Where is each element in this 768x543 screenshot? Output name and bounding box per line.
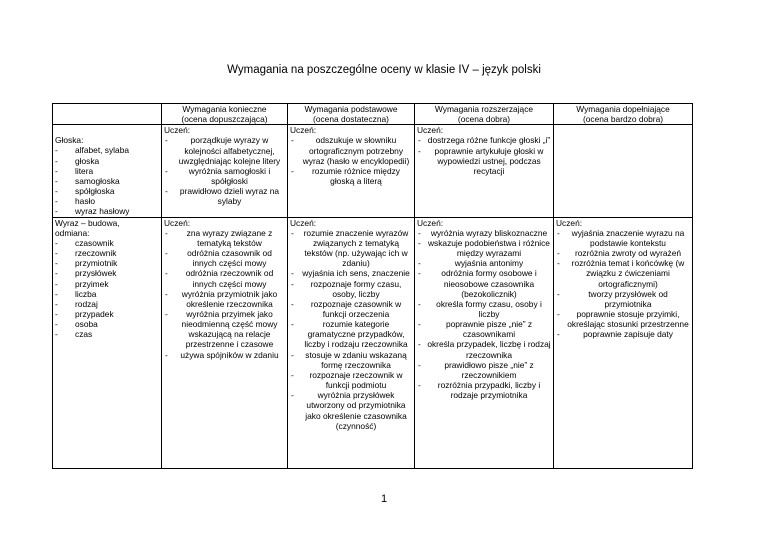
list-item: - określa formy czasu, osoby i liczby xyxy=(417,299,551,319)
list-item: - rozróżnia temat i końcówkę (w związku z ćwiczeniami ortograficznymi) xyxy=(556,258,690,288)
topic-cell xyxy=(53,217,162,468)
corner-cell xyxy=(53,104,162,125)
list-item: - używa spójników w zdaniu xyxy=(164,350,285,360)
requirement-list xyxy=(290,135,412,186)
cell-podstawowe xyxy=(288,217,415,468)
list-item: - poprawnie stosuje przyimki, określając stosunki przestrzenne xyxy=(556,309,690,329)
list-item: - wyróżnia przymiotnik jako określenie rzeczownika xyxy=(164,289,285,309)
requirement-list xyxy=(556,228,690,340)
list-item: - zna wyrazy związane z tematyką tekstów xyxy=(164,228,285,248)
topic-item: - litera xyxy=(55,166,159,176)
topic-item: - czasownik xyxy=(55,238,159,248)
topic-item: - przyimek xyxy=(55,279,159,289)
header-title: Wymagania podstawowe xyxy=(304,104,398,114)
list-item: - odróżnia czasownik od innych części mowy xyxy=(164,248,285,268)
header-konieczne xyxy=(162,104,288,125)
topic-item: - hasło xyxy=(55,196,159,206)
header-grade: (ocena dopuszczająca) xyxy=(181,114,268,125)
table-header-row xyxy=(53,104,693,125)
header-grade: (ocena dobra) xyxy=(457,114,511,125)
list-item: - wyróżnia przysłówek utworzony od przymiotnika jako określenie czasownika (czynność) xyxy=(290,390,412,431)
list-item: - rozróżnia przypadki, liczby i rodzaje przymiotnika xyxy=(417,380,551,400)
uczen-label: Uczeń: xyxy=(164,217,191,228)
header-title: Wymagania rozszerzające xyxy=(434,104,534,114)
list-item: - wyjaśnia znaczenie wyrazu na podstawie kontekstu xyxy=(556,228,690,248)
uczen-label: Uczeń: xyxy=(290,125,317,136)
topic-item: - głoska xyxy=(55,156,159,166)
list-item: - odróżnia rzeczownik od innych części mowy xyxy=(164,268,285,288)
list-item: - wyróżnia wyrazy bliskoznaczne xyxy=(417,228,551,238)
topic-item: - spółgłoska xyxy=(55,186,159,196)
list-item: - rozumie kategorie gramatyczne przypadków, liczby i rodzaju rzeczownika xyxy=(290,319,412,349)
list-item: - rozpoznaje rzeczownik w funkcji podmiotu xyxy=(290,370,412,390)
topic-item: - przysłówek xyxy=(55,268,159,278)
requirements-table xyxy=(52,103,693,469)
topic-cell xyxy=(53,125,162,217)
list-item: - odróżnia formy osobowe i nieosobowe czasownika (bezokolicznik) xyxy=(417,268,551,298)
requirement-list xyxy=(290,228,412,431)
page-title: Wymagania na poszczególne oceny w klasie IV – język polski xyxy=(227,64,541,76)
cell-konieczne xyxy=(162,217,288,468)
list-item: - prawidłowo dzieli wyraz na sylaby xyxy=(164,186,285,206)
list-item: - poprawnie pisze „nie” z czasownikami xyxy=(417,319,551,339)
table-row-gloska xyxy=(53,125,693,217)
header-dopelniajace xyxy=(554,104,693,125)
cell-dopelniajace xyxy=(554,125,693,217)
list-item: - wyróżnia przyimek jako nieodmienną część mowy wskazującą na relacje przestrzenne i czasowe xyxy=(164,309,285,350)
uczen-label: Uczeń: xyxy=(417,217,444,228)
list-item: - określa przypadek, liczbę i rodzaj rzeczownika xyxy=(417,339,551,359)
header-podstawowe xyxy=(288,104,415,125)
list-item: - stosuje w zdaniu wskazaną formę rzeczownika xyxy=(290,350,412,370)
list-item: - poprawnie artykułuje głoski w wypowiedzi ustnej, podczas recytacji xyxy=(417,146,551,176)
uczen-label: Uczeń: xyxy=(290,217,317,228)
topic-item: - rodzaj xyxy=(55,299,159,309)
list-item: - prawidłowo pisze „nie” z rzeczownikiem xyxy=(417,360,551,380)
topic-item: - samogłoska xyxy=(55,176,159,186)
header-title: Wymagania dopełniające xyxy=(576,104,670,114)
topic-item: - rzeczownik xyxy=(55,248,159,258)
uczen-label: Uczeń: xyxy=(556,217,583,228)
list-item: - dostrzega różne funkcje głoski „i” xyxy=(417,135,551,145)
header-grade: (ocena bardzo dobra) xyxy=(582,114,664,125)
list-item: - wyjaśnia ich sens, znaczenie xyxy=(290,268,412,278)
topic-item: - przymiotnik xyxy=(55,258,159,268)
topic-item: - czas xyxy=(55,329,159,339)
list-item: - rozpoznaje czasownik w funkcji orzeczenia xyxy=(290,299,412,319)
list-item: - rozumie różnice między głoską a literą xyxy=(290,166,412,186)
topic-list xyxy=(55,145,159,216)
cell-podstawowe xyxy=(288,125,415,217)
header-rozszerzajace xyxy=(415,104,554,125)
list-item: - wyjaśnia antonimy xyxy=(417,258,551,268)
requirement-list xyxy=(164,228,285,360)
list-item: - tworzy przysłówek od przymiotnika xyxy=(556,289,690,309)
header-title: Wymagania konieczne xyxy=(182,104,267,114)
requirement-list xyxy=(417,135,551,176)
topic-item: - alfabet, sylaba xyxy=(55,145,159,155)
list-item: - porządkuje wyrazy w kolejności alfabetycznej, uwzględniając kolejne litery xyxy=(164,135,285,165)
list-item: - odszukuje w słowniku ortograficznym potrzebny wyraz (hasło w encyklopedii) xyxy=(290,135,412,165)
topic-item: - liczba xyxy=(55,289,159,299)
header-grade: (ocena dostateczna) xyxy=(313,114,389,125)
topic-item: - wyraz hasłowy xyxy=(55,206,159,216)
topic-title: Głoska: xyxy=(55,135,84,146)
requirement-list xyxy=(417,228,551,401)
uczen-label: Uczeń: xyxy=(164,125,191,136)
topic-item: - przypadek xyxy=(55,309,159,319)
list-item: - wyróżnia samogłoski i spółgłoski xyxy=(164,166,285,186)
list-item: - wskazuje podobieństwa i różnice między wyrazami xyxy=(417,238,551,258)
cell-rozszerzajace xyxy=(415,125,554,217)
topic-title: Wyraz – budowa, odmiana: xyxy=(55,217,120,238)
list-item: - poprawnie zapisuje daty xyxy=(556,329,690,339)
table-row-wyraz xyxy=(53,217,693,468)
requirement-list xyxy=(164,135,285,206)
topic-list xyxy=(55,238,159,340)
list-item: - rozpoznaje formy czasu, osoby, liczby xyxy=(290,279,412,299)
topic-item: - osoba xyxy=(55,319,159,329)
list-item: - rozróżnia zwroty od wyrażeń xyxy=(556,248,690,258)
cell-dopelniajace xyxy=(554,217,693,468)
list-item: - rozumie znaczenie wyrazów związanych z tematyką tekstów (np. używając ich w zdaniu) xyxy=(290,228,412,269)
cell-rozszerzajace xyxy=(415,217,554,468)
cell-konieczne xyxy=(162,125,288,217)
page-number: 1 xyxy=(380,493,388,505)
uczen-label: Uczeń: xyxy=(417,125,444,136)
